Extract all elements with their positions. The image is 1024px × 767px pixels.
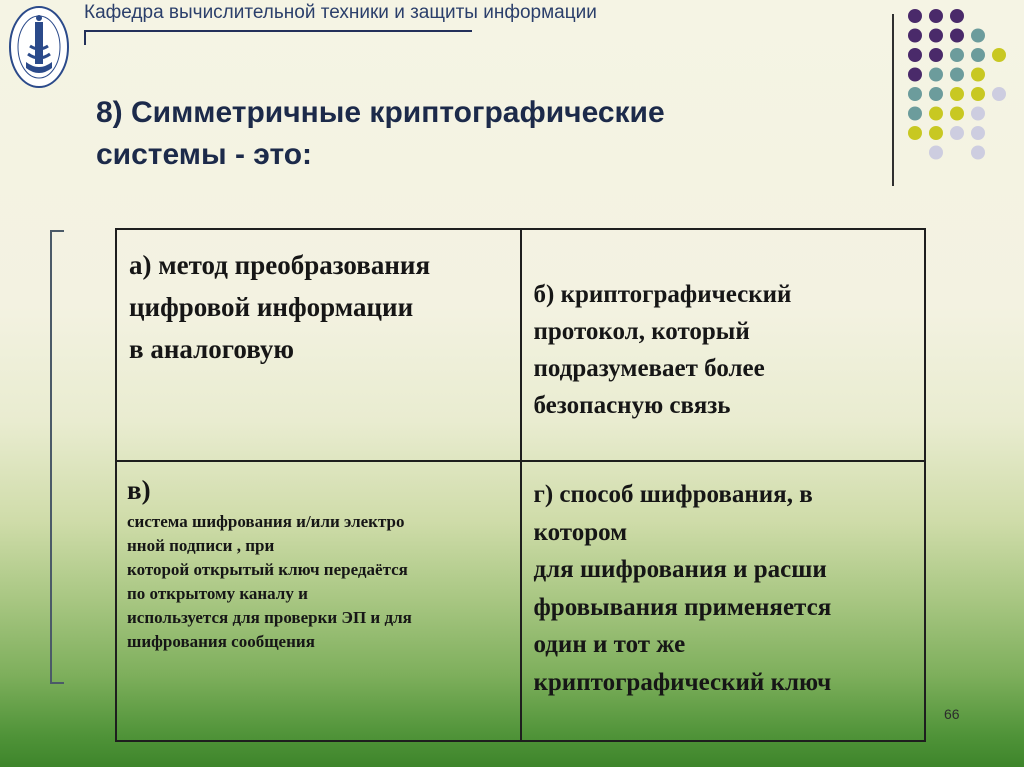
decorative-dot xyxy=(908,68,922,82)
option-g-line: криптографический ключ xyxy=(533,668,832,696)
option-v-line: которой открытый ключ передаётся xyxy=(127,560,408,579)
decorative-dot xyxy=(929,87,943,101)
decorative-dot xyxy=(929,126,943,140)
decorative-dot xyxy=(929,29,943,43)
decorative-dot xyxy=(950,29,964,43)
slide-title-line-1: 8) Симметричные криптографические xyxy=(96,96,665,129)
option-g-line: г) способ шифрования, в xyxy=(533,481,813,508)
decorative-dot xyxy=(950,126,964,140)
decorative-dot xyxy=(950,87,964,101)
option-v-line: по открытому каналу и xyxy=(127,584,308,603)
decorative-dot xyxy=(950,107,964,121)
option-b-line: б) криптографический xyxy=(533,281,792,308)
option-v-line: используется для проверки ЭП и для xyxy=(127,608,412,627)
decorative-dot xyxy=(971,87,985,101)
header-rule xyxy=(84,30,472,32)
decorative-dot xyxy=(908,29,922,43)
decorative-dot xyxy=(908,48,922,62)
option-a-line: в аналоговую xyxy=(129,334,294,364)
university-logo xyxy=(8,4,70,90)
decorative-dot xyxy=(929,48,943,62)
decorative-dot xyxy=(971,146,985,160)
option-g-line: фровывания применяется xyxy=(533,593,832,621)
option-b-line: безопасную связь xyxy=(533,392,731,419)
decorative-dot xyxy=(950,48,964,62)
option-v[interactable] xyxy=(116,461,521,741)
header-rule-tick xyxy=(84,30,86,45)
decorative-dot-grid xyxy=(906,7,1016,167)
option-v-line: нной подписи , при xyxy=(127,536,275,555)
decorative-dot xyxy=(929,146,943,160)
option-v-line: система шифрования и/или электро xyxy=(127,512,405,531)
decorative-dot xyxy=(971,48,985,62)
option-b-line: протокол, который xyxy=(533,318,750,345)
option-g[interactable] xyxy=(521,461,926,741)
option-g-line: для шифрования и расши xyxy=(533,556,827,583)
option-v-line: шифрования сообщения xyxy=(127,632,315,651)
option-g-line: котором xyxy=(533,518,628,546)
decorative-dot xyxy=(950,9,964,23)
decorative-dot xyxy=(929,68,943,82)
decorative-dot xyxy=(950,68,964,82)
answer-options-table xyxy=(115,228,926,742)
option-g-line: один и тот же xyxy=(533,631,686,658)
page-number: 66 xyxy=(944,706,960,722)
decorative-dot xyxy=(908,126,922,140)
decorative-dot xyxy=(992,48,1006,62)
option-b[interactable] xyxy=(521,229,926,461)
option-v-label: в) xyxy=(127,475,151,505)
decorative-dot xyxy=(908,9,922,23)
option-b-line: подразумевает более xyxy=(533,355,765,382)
decorative-dot xyxy=(971,68,985,82)
decorative-dot xyxy=(971,29,985,43)
slide-title-line-2: системы - это: xyxy=(96,138,313,171)
decorative-divider xyxy=(892,14,894,186)
slide-title xyxy=(96,92,866,176)
decorative-dot xyxy=(929,9,943,23)
decorative-dot xyxy=(971,107,985,121)
left-bracket xyxy=(44,230,64,684)
decorative-dot xyxy=(908,107,922,121)
option-a-line: а) метод преобразования xyxy=(129,250,431,280)
decorative-dot xyxy=(992,87,1006,101)
department-name: Кафедра вычислительной техники и защиты информации xyxy=(84,2,597,23)
decorative-dot xyxy=(971,126,985,140)
decorative-dot xyxy=(929,107,943,121)
option-a[interactable] xyxy=(116,229,521,461)
decorative-dot xyxy=(908,87,922,101)
option-a-line: цифровой информации xyxy=(129,292,414,322)
